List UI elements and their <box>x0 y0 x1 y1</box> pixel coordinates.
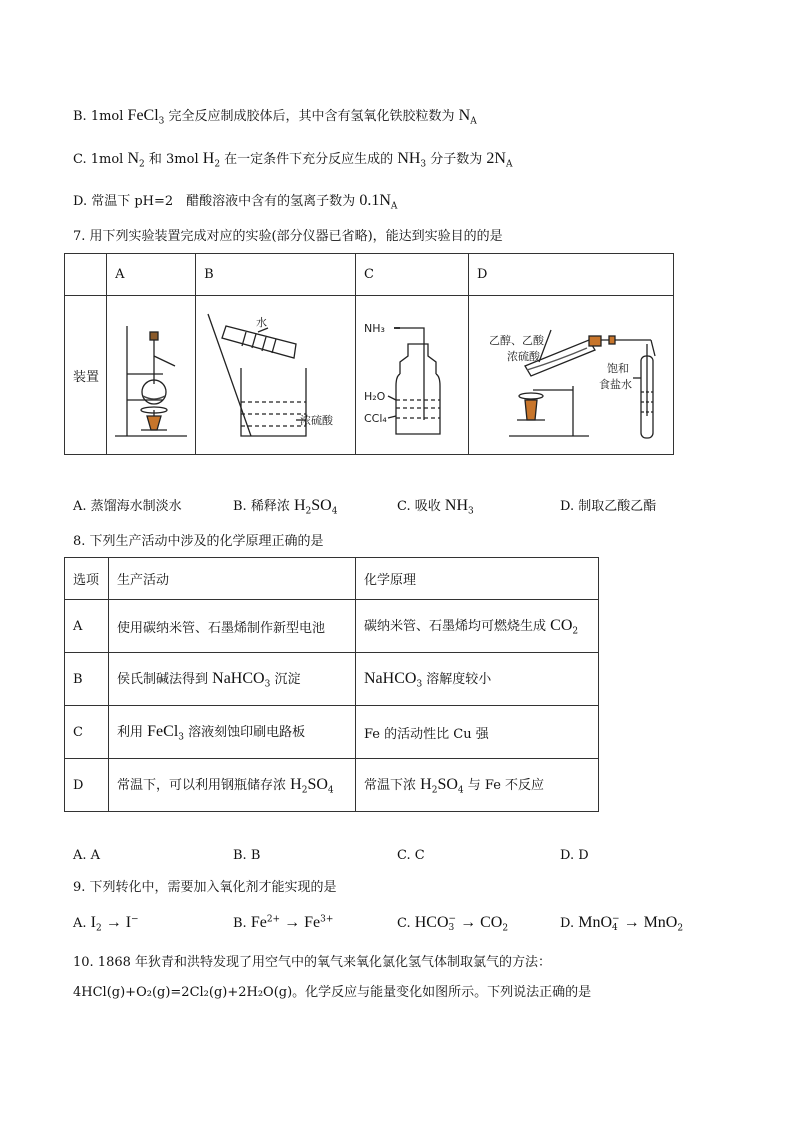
gas-absorption-figure <box>356 296 468 450</box>
q7-option-d: D. 制取乙酸乙酯 <box>560 499 657 514</box>
q7-header-d: D <box>468 254 673 296</box>
q8-row-c-activity: 利用 FeCl$_3$ 溶液刻蚀印刷电路板 <box>109 706 356 759</box>
q8-row-d-principle: 常温下浓 $H_2SO_4$ 与 Fe 不反应 <box>356 759 599 812</box>
distillation-apparatus-figure <box>107 296 195 450</box>
q8-row-b-activity: 侯氏制碱法得到 NaHCO$_3$ 沉淀 <box>109 653 356 706</box>
q8-row-a-principle: 碳纳米管、石墨烯均可燃烧生成 $CO_2$ <box>356 600 599 653</box>
q8-header-activity: 生产活动 <box>109 558 356 600</box>
q9-option-b: B. $Fe^{2+} \to Fe^{3+}$ <box>233 914 334 931</box>
q7-header-a: A <box>107 254 196 296</box>
table-row <box>65 759 599 812</box>
q8-row-a-option: A <box>65 600 109 653</box>
q7-header-blank <box>65 254 107 296</box>
acid-dilution-figure <box>196 296 354 450</box>
q7-header-c: C <box>355 254 468 296</box>
q7-option-c: C. 吸收 $NH_3$ <box>397 497 474 517</box>
q7-cell-b <box>196 296 356 455</box>
q8-row-a-activity: 使用碳纳米管、石墨烯制作新型电池 <box>109 600 356 653</box>
ester-preparation-figure <box>469 296 673 450</box>
table-row <box>65 653 599 706</box>
q9-stem: 9. 下列转化中，需要加入氧化剂才能实现的是 <box>73 880 337 895</box>
q7-option-a: A. 蒸馏海水制淡水 <box>73 499 182 514</box>
q8-header-principle: 化学原理 <box>356 558 599 600</box>
q9-option-d: D. MnO − 4 → MnO$_2$ <box>560 913 684 934</box>
q8-option-d: D. D <box>560 848 589 863</box>
q8-header-row <box>65 558 599 600</box>
q8-row-c-principle: Fe 的活动性比 Cu 强 <box>356 706 599 759</box>
q7-option-b: B. 稀释浓 $H_2SO_4$ <box>233 497 338 517</box>
q6-option-b: B. 1mol FeCl$_3$ 完全反应制成胶体后，其中含有氢氧化铁胶粒数为 $N_A$ <box>73 107 477 127</box>
q8-stem: 8. 下列生产活动中涉及的化学原理正确的是 <box>73 534 324 549</box>
label-h2o: H₂O <box>363 390 386 403</box>
q8-row-c-option: C <box>65 706 109 759</box>
q8-row-b-principle: NaHCO$_3$ 溶解度较小 <box>356 653 599 706</box>
q8-header-option: 选项 <box>65 558 109 600</box>
q7-cell-a <box>107 296 196 455</box>
label-reagents-2: 浓硫酸 <box>506 350 540 363</box>
q8-option-b: B. B <box>233 848 261 863</box>
q9-option-c: C. HCO − 3 → $CO_2$ <box>397 913 509 934</box>
label-nh3: NH₃ <box>363 322 385 335</box>
label-conc-sulfuric-acid: 浓硫酸 <box>300 414 334 427</box>
q7-stem: 7. 用下列实验装置完成对应的实验(部分仪器已省略)，能达到实验目的的是 <box>73 229 503 244</box>
q9-option-a: A. $I_2 \to I^-$ <box>73 914 139 934</box>
q7-cell-d <box>468 296 673 455</box>
label-ccl4: CCl₄ <box>363 412 387 425</box>
q8-row-d-activity: 常温下，可以利用钢瓶储存浓 $H_2SO_4$ <box>109 759 356 812</box>
q8-option-c: C. C <box>397 848 425 863</box>
label-saturated-1: 饱和 <box>606 362 629 375</box>
q7-cell-c <box>355 296 468 455</box>
q10-stem: 10. 1868 年狄青和洪特发现了用空气中的氧气来氧化氯化氢气体制取氯气的方法： <box>73 955 552 970</box>
q8-row-b-option: B <box>65 653 109 706</box>
q6-option-d: D. 常温下 pH=2 醋酸溶液中含有的氢离子数为 $0.1N_A$ <box>73 192 398 212</box>
label-water: 水 <box>256 316 268 329</box>
q10-equation-line: 4HCl(g)+O₂(g)=2Cl₂(g)+2H₂O(g)。化学反应与能量变化如图所示。下列说法正确的是 <box>73 985 592 1000</box>
label-reagents-1: 乙醇、乙酸 <box>488 334 544 347</box>
q8-table <box>64 557 599 812</box>
q7-apparatus-table <box>64 253 674 455</box>
label-saturated-2: 食盐水 <box>598 378 632 391</box>
q7-header-b: B <box>196 254 356 296</box>
q6-option-c: C. 1mol $N_2$ 和 3mol $H_2$ 在一定条件下充分反应生成的 $NH_3$ 分子数为 $2N_A$ <box>73 150 513 170</box>
q8-option-a: A. A <box>73 848 101 863</box>
table-row <box>65 706 599 759</box>
table-row <box>65 600 599 653</box>
q7-row-label: 装置 <box>65 296 107 455</box>
q8-row-d-option: D <box>65 759 109 812</box>
